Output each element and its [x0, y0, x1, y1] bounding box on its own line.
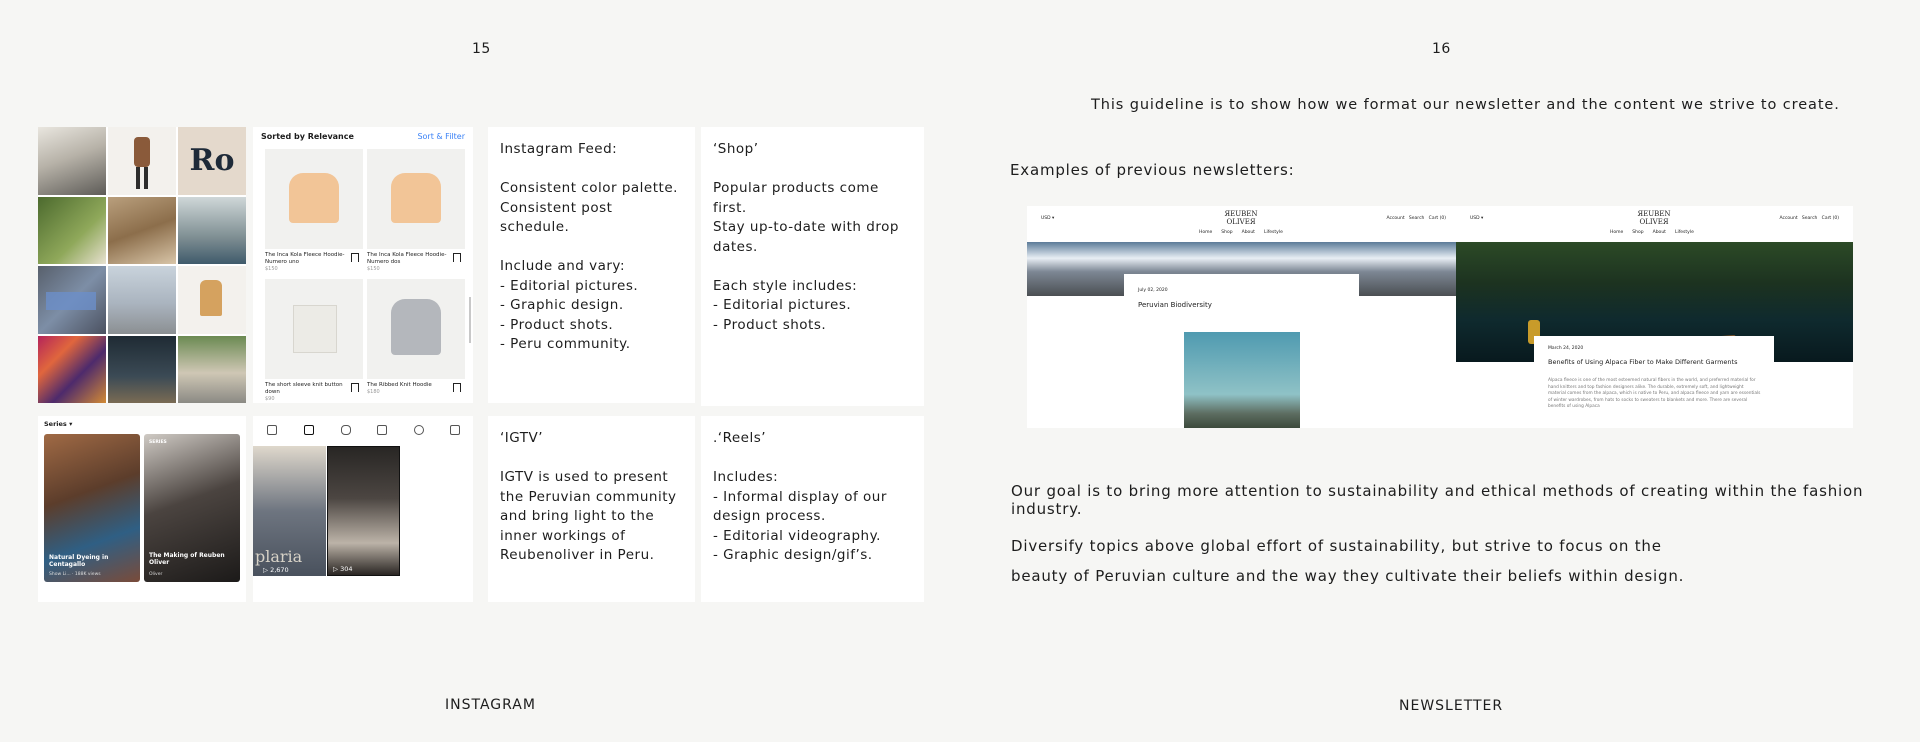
article-card [1534, 336, 1774, 428]
product-name: The Ribbed Knit Hoodie [367, 382, 432, 388]
brand-logo: Ro [189, 143, 235, 179]
nav-bar [1610, 230, 1694, 235]
product-price: $90 [265, 396, 275, 402]
reel-thumbnail[interactable] [327, 446, 400, 576]
feed-photo [178, 336, 246, 404]
reel-view-count: ▷ 304 [333, 565, 353, 573]
feed-photo [108, 197, 176, 265]
guides-tab-icon[interactable] [414, 425, 424, 435]
product-card[interactable] [367, 149, 465, 272]
feed-photo [178, 266, 246, 334]
brand-wordmark: ЯEUBEN OLIVEЯ [1224, 210, 1258, 226]
product-price: $150 [367, 266, 380, 272]
nav-home[interactable]: Home [1610, 230, 1624, 235]
newsletter-diversify-line-2: beauty of Peruvian culture and the way they cultivate their beliefs within design. [1011, 567, 1685, 585]
footer-instagram: INSTAGRAM [445, 697, 536, 713]
nav-lifestyle[interactable]: Lifestyle [1263, 230, 1283, 235]
bookmark-icon[interactable] [351, 253, 359, 262]
brand-wordmark: ЯEUBEN OLIVEЯ [1637, 210, 1671, 226]
sort-filter-link[interactable]: Sort & Filter [417, 132, 465, 141]
article-date: March 24, 2020 [1548, 346, 1584, 351]
article-title: Benefits of Using Alpaca Fiber to Make Different Garments [1548, 358, 1738, 366]
bookmark-icon[interactable] [453, 383, 461, 392]
article-title: Peruvian Biodiversity [1138, 301, 1212, 309]
feed-photo [108, 336, 176, 404]
bookmark-icon[interactable] [351, 383, 359, 392]
series-badge: SERIES [149, 440, 167, 445]
feed-photo [38, 127, 106, 195]
igtv-card: ‘IGTV’ IGTV is used to present the Peruvian community and bring light to the inner workings of Reubenoliver in Peru. [488, 416, 695, 602]
account-links[interactable]: Account Search Cart (0) [1386, 216, 1446, 221]
account-links[interactable]: Account Search Cart (0) [1779, 216, 1839, 221]
examples-label: Examples of previous newsletters: [1010, 161, 1295, 179]
video-title: Natural Dyeing in Centagallo [49, 554, 109, 568]
newsletter-diversify-line-1: Diversify topics above global effort of sustainability, but strive to focus on the [1011, 537, 1662, 555]
shop-sort-label: Sorted by Relevance [261, 132, 354, 141]
feed-photo-logo [178, 127, 246, 195]
instagram-reels-panel [253, 416, 473, 602]
nav-about[interactable]: About [1652, 230, 1666, 235]
reel-view-count: ▷ 2,670 [263, 566, 289, 574]
article-card [1124, 274, 1359, 428]
feed-photo [38, 197, 106, 265]
feed-photo [38, 336, 106, 404]
product-card[interactable] [265, 279, 363, 402]
instagram-feed-card: Instagram Feed: Consistent color palette. Consistent post schedule. Include and vary: - Editorial pictures. - Graphic design. - Product shots. - Peru community. [488, 127, 695, 403]
bookmark-icon[interactable] [453, 253, 461, 262]
shop-card: ‘Shop’ Popular products come first. Stay up-to-date with drop dates. Each style includes: - Editorial pictures. - Product shots. [701, 127, 924, 406]
nav-about[interactable]: About [1241, 230, 1255, 235]
feed-photo [108, 266, 176, 334]
scrollbar[interactable] [469, 297, 471, 343]
product-name: The short sleeve knit button down [265, 382, 343, 395]
nav-lifestyle[interactable]: Lifestyle [1674, 230, 1694, 235]
newsletter-right [1456, 206, 1853, 428]
video-meta: Oliver [149, 572, 163, 577]
nav-shop[interactable]: Shop [1221, 230, 1233, 235]
newsletter-examples [1027, 206, 1853, 428]
newsletter-left [1027, 206, 1456, 428]
feed-photo [178, 197, 246, 265]
footer-newsletter: NEWSLETTER [1399, 698, 1504, 714]
product-card[interactable] [367, 279, 465, 395]
newsletter-goal: Our goal is to bring more attention to sustainability and ethical methods of creating within the fashion industry. [1011, 482, 1864, 518]
product-price: $150 [265, 266, 278, 272]
nav-shop[interactable]: Shop [1632, 230, 1644, 235]
video-title: The Making of Reuben Oliver [149, 552, 225, 566]
product-name: The Inca Kola Fleece Hoodie- Numero dos [367, 252, 447, 265]
igtv-video-card[interactable] [44, 434, 140, 582]
reels-card: .‘Reels’ Includes: - Informal display of our design process. - Editorial videography. - Graphic design/gif’s. [701, 416, 924, 602]
video-meta: Show Li... · 188K views [49, 572, 101, 577]
feed-photo [38, 266, 106, 334]
product-card[interactable] [265, 149, 363, 272]
product-price: $180 [367, 389, 380, 395]
feed-photo [108, 127, 176, 195]
page-number-right: 16 [1432, 41, 1451, 57]
product-name: The Inca Kola Fleece Hoodie- Numero uno [265, 252, 345, 265]
instagram-feed-grid [38, 127, 246, 403]
article-date: July 02, 2020 [1138, 288, 1168, 293]
nav-bar [1199, 230, 1283, 235]
article-excerpt: Alpaca fleece is one of the most esteemed natural fibers in the world, and preferred material for hand knitters and top fashion designers alike. The durable, extremely soft, and lightweight material comes from the alpaca, which is native to Peru, and alpaca fleece and yarn are essentials of winter wardrobes, from hats to socks to sweaters to blankets and more. There are several benefits of using Alpaca [1548, 378, 1761, 410]
currency-select[interactable]: USD ▾ [1470, 216, 1484, 221]
reels-tab-icon[interactable] [304, 425, 314, 435]
shop-tab-icon[interactable] [377, 425, 387, 435]
page-number-left: 15 [472, 41, 491, 57]
series-dropdown[interactable]: Series ▾ [44, 420, 73, 428]
igtv-video-card[interactable] [144, 434, 240, 582]
reel-thumbnail[interactable] [253, 446, 326, 576]
instagram-igtv-panel [38, 416, 246, 602]
grid-tab-icon[interactable] [267, 425, 277, 435]
tagged-tab-icon[interactable] [450, 425, 460, 435]
currency-select[interactable]: USD ▾ [1041, 216, 1055, 221]
article-image [1184, 332, 1300, 428]
igtv-tab-icon[interactable] [341, 425, 351, 435]
reel-caption-text: plaria [255, 547, 303, 566]
instagram-shop-panel [253, 127, 473, 403]
newsletter-intro: This guideline is to show how we format our newsletter and the content we strive to create. [1091, 97, 1840, 113]
nav-home[interactable]: Home [1199, 230, 1213, 235]
